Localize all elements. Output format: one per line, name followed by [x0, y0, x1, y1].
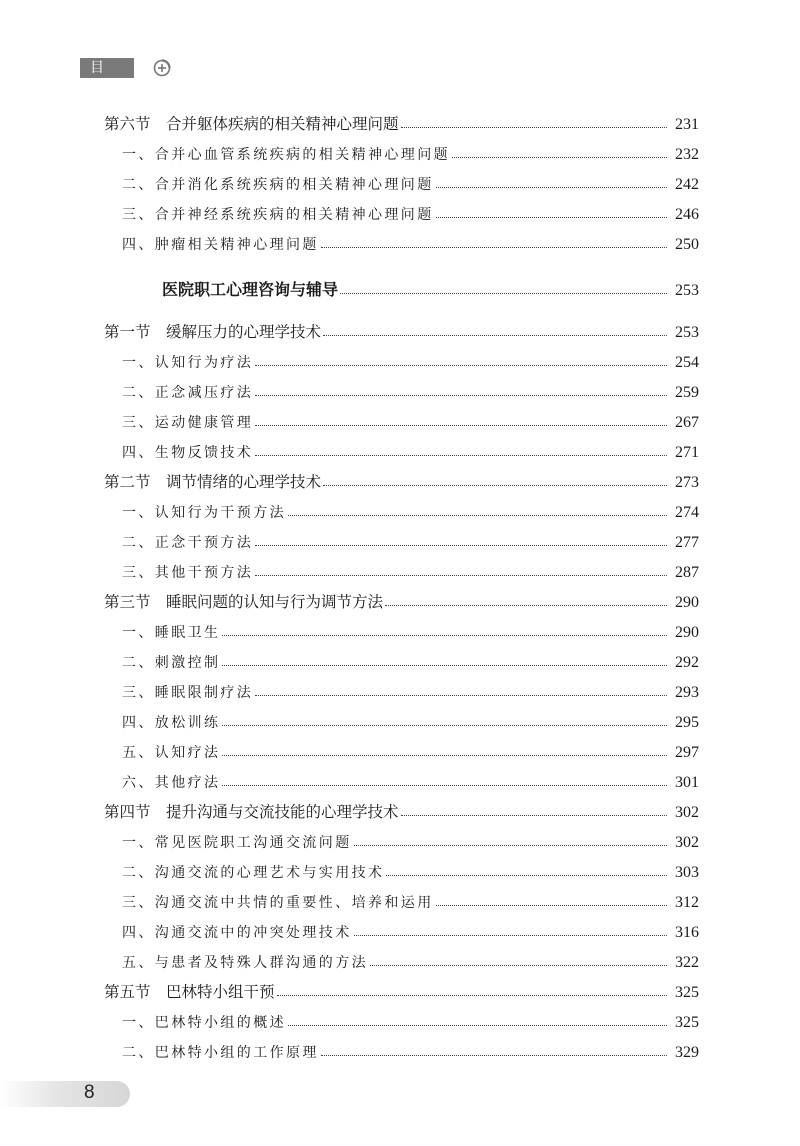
toc-entry-page-number: 316	[675, 924, 699, 941]
toc-item-entry	[0, 706, 800, 732]
dot-leader	[321, 1055, 667, 1056]
toc-item-entry	[0, 346, 800, 372]
toc-entry-page-number: 290	[675, 594, 699, 611]
toc-item-entry	[0, 766, 800, 792]
dot-leader	[255, 695, 667, 696]
toc-entry-page-number: 277	[675, 534, 699, 551]
toc-entry-title: 一、认知行为疗法	[122, 355, 254, 371]
toc-entry-title: 二、沟通交流的心理艺术与实用技术	[122, 865, 385, 881]
toc-item-entry	[0, 228, 800, 254]
toc-item-entry	[0, 436, 800, 462]
toc-entry-title: 第四节 提升沟通与交流技能的心理学技术	[104, 803, 399, 821]
toc-entry-page-number: 302	[675, 834, 699, 851]
toc-entry-title: 二、巴林特小组的工作原理	[122, 1045, 319, 1061]
toc-entry-title: 第二节 调节情绪的心理学技术	[104, 473, 322, 491]
toc-entry-title: 二、刺激控制	[122, 655, 221, 671]
dot-leader	[255, 545, 667, 546]
page-number-tab	[0, 1081, 130, 1107]
dot-leader	[385, 605, 667, 606]
dot-leader	[401, 815, 667, 816]
toc-entry-title: 一、认知行为干预方法	[122, 505, 286, 521]
toc-section-entry	[0, 586, 800, 612]
toc-item-entry	[0, 1036, 800, 1062]
toc-entry-page-number: 253	[675, 324, 699, 341]
toc-entry-page-number: 271	[675, 444, 699, 461]
toc-item-entry	[0, 556, 800, 582]
dot-leader	[222, 665, 667, 666]
toc-entry-title: 三、沟通交流中共情的重要性、培养和运用	[122, 895, 434, 911]
toc-entry-page-number: 250	[675, 236, 699, 253]
toc-entry-page-number: 293	[675, 684, 699, 701]
toc-entry-title: 五、与患者及特殊人群沟通的方法	[122, 955, 368, 971]
dot-leader	[288, 515, 667, 516]
toc-entry-page-number: 325	[675, 984, 699, 1001]
toc-entry-page-number: 302	[675, 804, 699, 821]
toc-entry-page-number: 301	[675, 774, 699, 791]
toc-entry-title: 三、睡眠限制疗法	[122, 685, 254, 701]
dot-leader	[386, 875, 667, 876]
toc-entry-title: 四、沟通交流中的冲突处理技术	[122, 925, 352, 941]
toc-entry-page-number: 273	[675, 474, 699, 491]
toc-entry-title: 二、合并消化系统疾病的相关精神心理问题	[122, 177, 434, 193]
toc-entry-title: 第三节 睡眠问题的认知与行为调节方法	[104, 593, 384, 611]
toc-entry-title: 二、正念干预方法	[122, 535, 254, 551]
toc-entry-title: 医院职工心理咨询与辅导	[162, 280, 339, 299]
toc-entry-page-number: 329	[675, 1044, 699, 1061]
dot-leader	[340, 293, 667, 294]
toc-entry-page-number: 297	[675, 744, 699, 761]
dot-leader	[354, 935, 667, 936]
dot-leader	[288, 1025, 667, 1026]
toc-item-entry	[0, 886, 800, 912]
toc-section-entry	[0, 108, 800, 134]
toc-entry-page-number: 290	[675, 624, 699, 641]
dot-leader	[436, 187, 667, 188]
toc-item-entry	[0, 376, 800, 402]
dot-leader	[255, 575, 667, 576]
dot-leader	[255, 425, 667, 426]
toc-item-entry	[0, 676, 800, 702]
toc-entry-page-number: 322	[675, 954, 699, 971]
toc-item-entry	[0, 406, 800, 432]
toc-section-entry	[0, 316, 800, 342]
dot-leader	[323, 335, 667, 336]
dot-leader	[321, 247, 667, 248]
toc-entry-title: 一、睡眠卫生	[122, 625, 221, 641]
dot-leader	[255, 455, 667, 456]
dot-leader	[452, 157, 667, 158]
toc-item-entry	[0, 526, 800, 552]
toc-entry-title: 三、其他干预方法	[122, 565, 254, 581]
dot-leader	[323, 485, 667, 486]
toc-entry-title: 第五节 巴林特小组干预	[104, 983, 275, 1001]
toc-item-entry	[0, 826, 800, 852]
toc-entry-page-number: 325	[675, 1014, 699, 1031]
page-header	[80, 57, 172, 96]
toc-entry-title: 一、合并心血管系统疾病的相关精神心理问题	[122, 147, 450, 163]
toc-entry-page-number: 267	[675, 414, 699, 431]
dot-leader	[222, 755, 667, 756]
toc-entry-title: 四、生物反馈技术	[122, 445, 254, 461]
toc-section-entry	[0, 796, 800, 822]
toc-entry-page-number: 242	[675, 176, 699, 193]
toc-entry-page-number: 254	[675, 354, 699, 371]
toc-entry-title: 第六节 合并躯体疾病的相关精神心理问题	[104, 115, 399, 133]
toc-item-entry	[0, 616, 800, 642]
toc-entry-title: 六、其他疗法	[122, 775, 221, 791]
toc-entry-title: 四、放松训练	[122, 715, 221, 731]
toc-item-entry	[0, 856, 800, 882]
dot-leader	[436, 217, 667, 218]
toc-entry-page-number: 259	[675, 384, 699, 401]
toc-entry-page-number: 274	[675, 504, 699, 521]
toc-entry-page-number: 312	[675, 894, 699, 911]
toc-item-entry	[0, 946, 800, 972]
dot-leader	[255, 395, 667, 396]
toc-section-entry	[0, 976, 800, 1002]
toc-entry-title: 二、正念减压疗法	[122, 385, 254, 401]
compass-plus-icon	[152, 58, 172, 78]
dot-leader	[255, 365, 667, 366]
toc-item-entry	[0, 138, 800, 164]
toc-entry-page-number: 295	[675, 714, 699, 731]
dot-leader	[401, 127, 667, 128]
toc-entry-page-number: 231	[675, 116, 699, 133]
toc-item-entry	[0, 168, 800, 194]
dot-leader	[354, 845, 667, 846]
toc-entry-title: 第一节 缓解压力的心理学技术	[104, 323, 322, 341]
toc-entry-page-number: 303	[675, 864, 699, 881]
dot-leader	[370, 965, 667, 966]
toc-entry-title: 一、巴林特小组的概述	[122, 1015, 286, 1031]
toc-entry-title: 三、合并神经系统疾病的相关精神心理问题	[122, 207, 434, 223]
toc-entry-title: 四、肿瘤相关精神心理问题	[122, 237, 319, 253]
dot-leader	[222, 785, 667, 786]
toc-entry-title: 三、运动健康管理	[122, 415, 254, 431]
toc-section-entry	[0, 466, 800, 492]
dot-leader	[222, 725, 667, 726]
toc-item-entry	[0, 198, 800, 224]
toc-item-entry	[0, 736, 800, 762]
toc-item-entry	[0, 916, 800, 942]
page-number: 8	[84, 1082, 95, 1103]
toc-item-entry	[0, 1006, 800, 1032]
toc-header-tab: 目 录	[80, 58, 134, 78]
toc-entry-page-number: 246	[675, 206, 699, 223]
dot-leader	[436, 905, 667, 906]
toc-entry-title: 一、常见医院职工沟通交流问题	[122, 835, 352, 851]
toc-item-entry	[0, 646, 800, 672]
dot-leader	[277, 995, 667, 996]
toc-entry-page-number: 232	[675, 146, 699, 163]
toc-chapter-entry	[0, 274, 800, 300]
dot-leader	[222, 635, 667, 636]
toc-entry-title: 五、认知疗法	[122, 745, 221, 761]
toc-entry-page-number: 253	[675, 282, 699, 299]
toc-entry-page-number: 292	[675, 654, 699, 671]
toc-entry-page-number: 287	[675, 564, 699, 581]
toc-item-entry	[0, 496, 800, 522]
